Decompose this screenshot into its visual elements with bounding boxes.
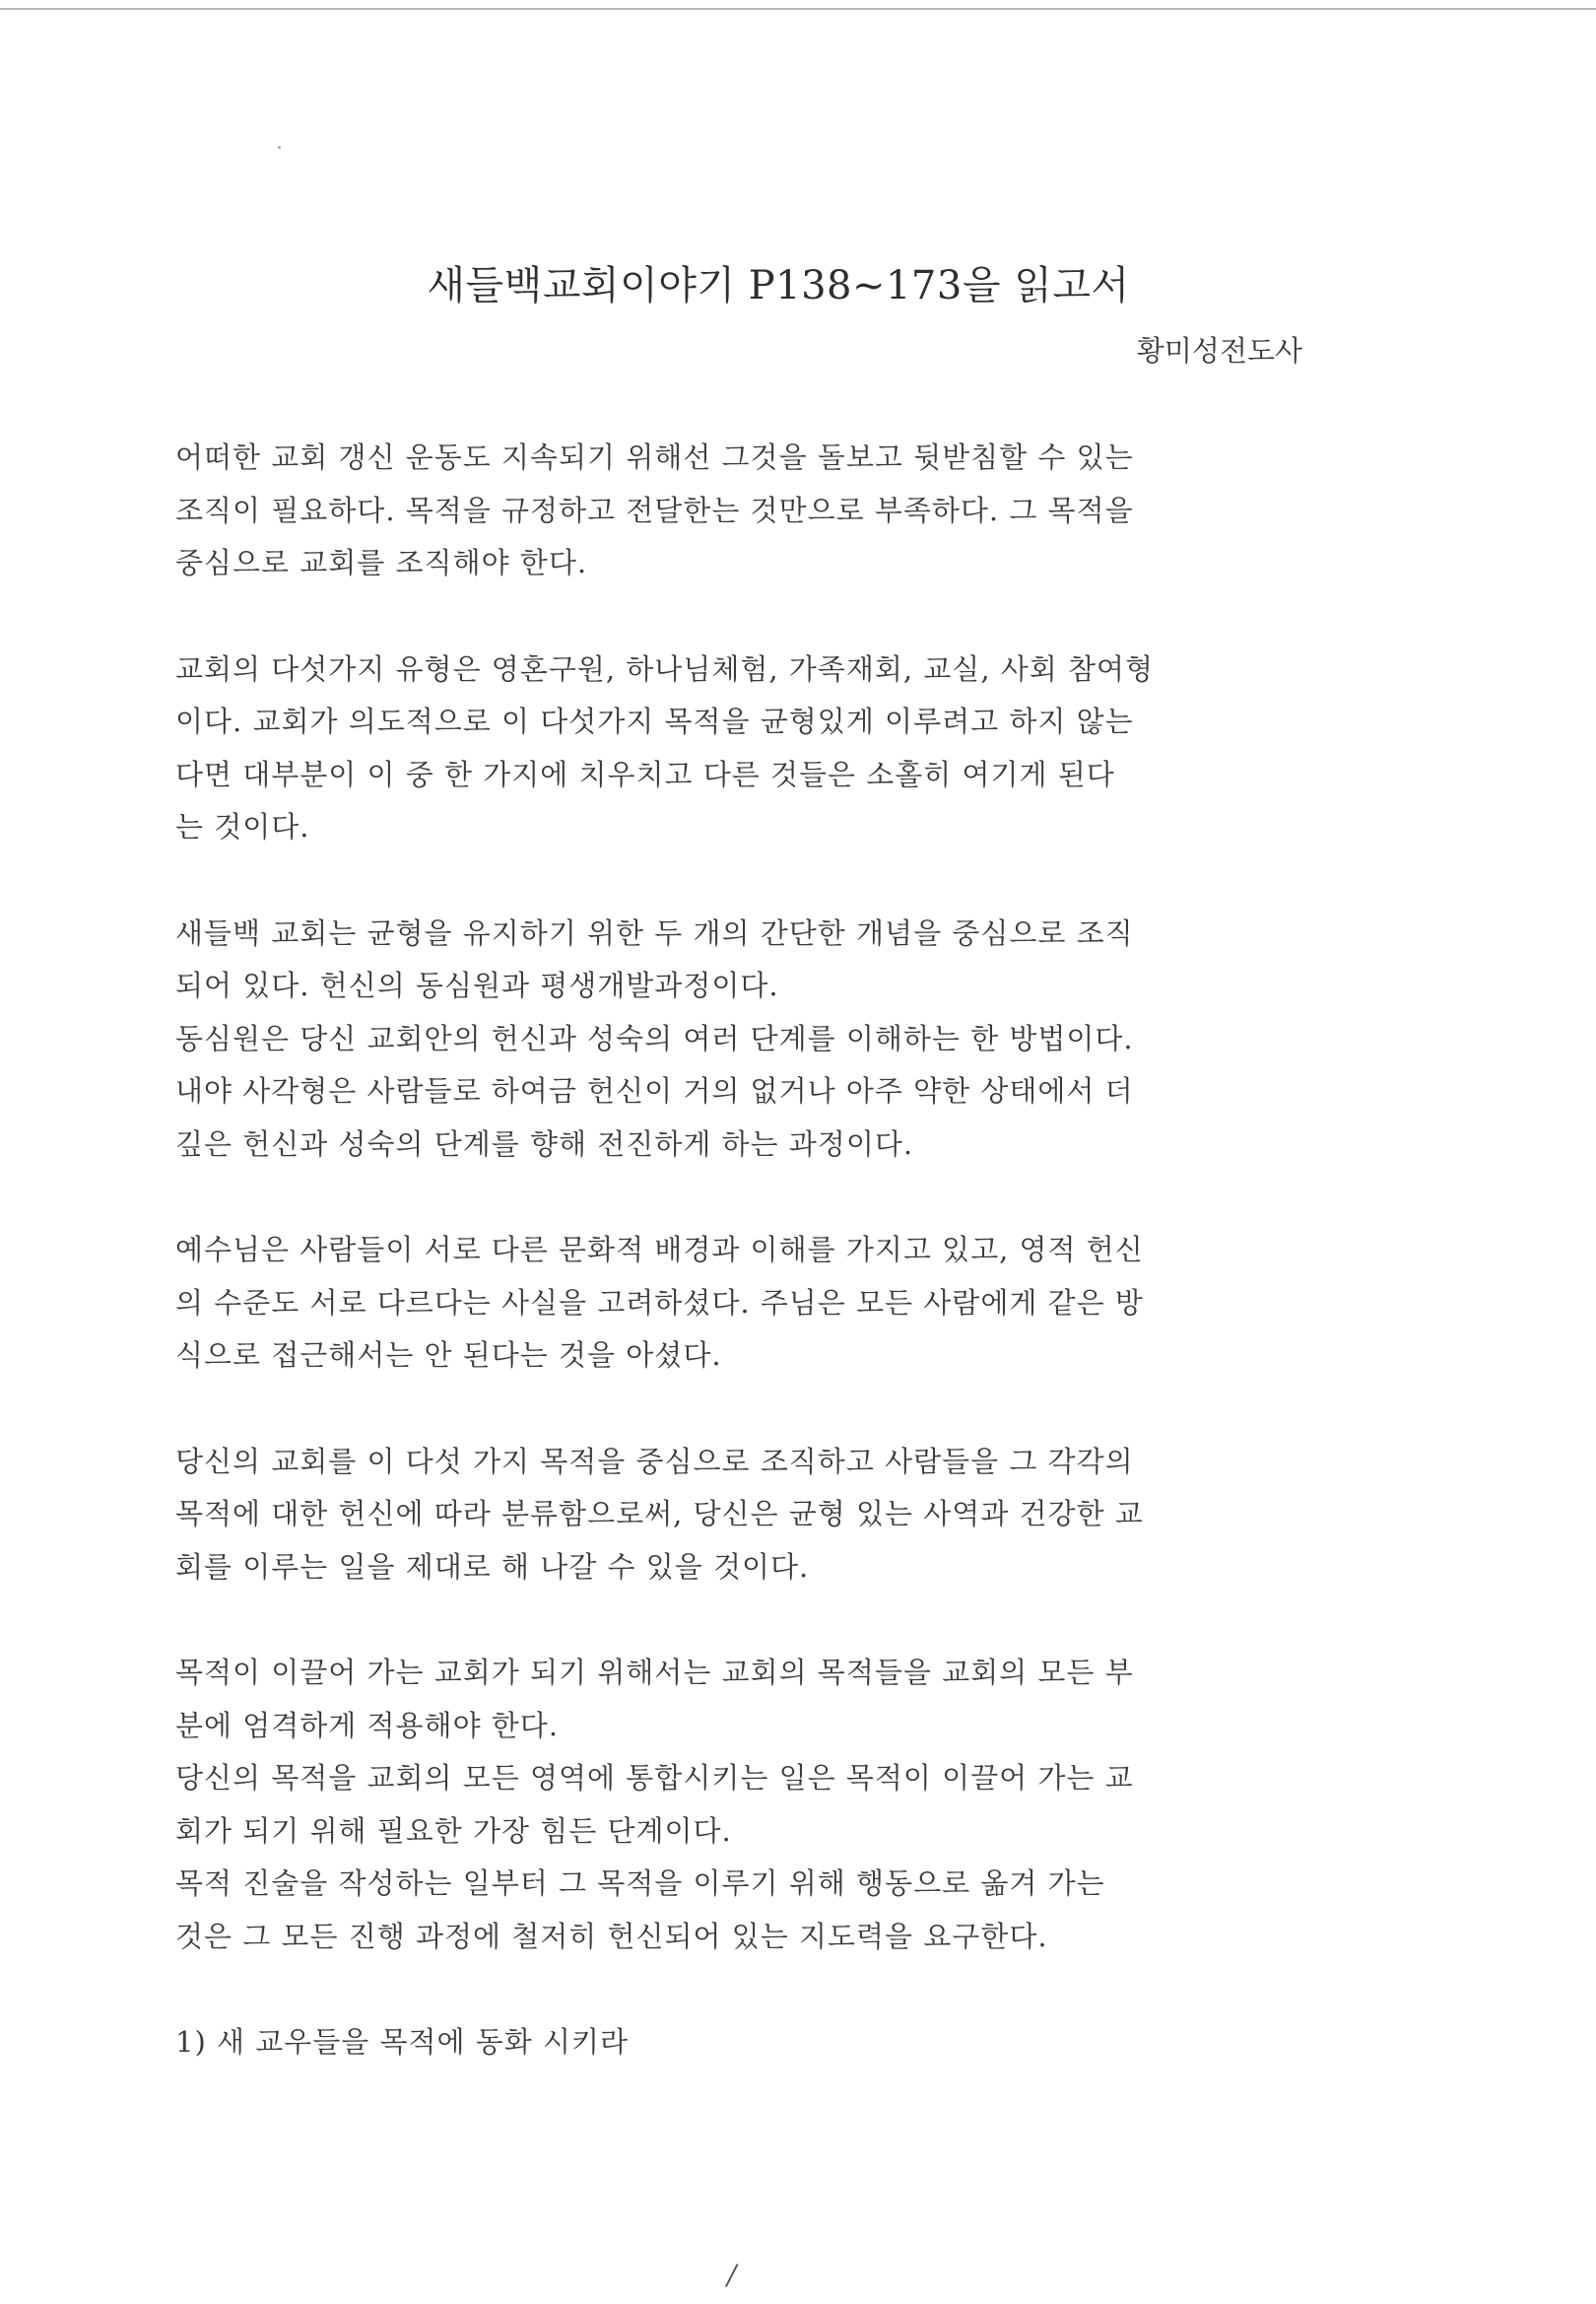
text-line: 다면 대부분이 이 중 한 가지에 치우치고 다른 것들은 소홀히 여기게 된다 [175,757,1115,791]
text-line: 동심원은 당신 교회안의 헌신과 성숙의 여러 단계를 이해하는 한 방법이다. [175,1021,1134,1055]
text-line: 목적이 이끌어 가는 교회가 되기 위해서는 교회의 목적들을 교회의 모든 부 [175,1656,1134,1689]
paragraph [175,1436,1338,1594]
text-line: 새들백 교회는 균형을 유지하기 위한 두 개의 간단한 개념을 중심으로 조직 [175,915,1134,950]
paragraph [175,1647,1338,1963]
scan-speck [278,146,281,149]
text-line: 의 수준도 서로 다르다는 사실을 고려하셨다. 주님은 모든 사람에게 같은 방 [175,1285,1144,1320]
text-line: 당신의 교회를 이 다섯 가지 목적을 중심으로 조직하고 사람들을 그 각각의 [175,1444,1134,1478]
text-line: 교회의 다섯가지 유형은 영혼구원, 하나님체험, 가족재회, 교실, 사회 참여형 [175,651,1155,686]
text-line: 깊은 헌신과 성숙의 단계를 향해 전진하게 하는 과정이다. [175,1126,914,1161]
document-author: 황미성전도사 [1136,334,1302,368]
scan-top-border [0,8,1596,10]
paragraph [175,644,1338,854]
text-line: 예수님은 사람들이 서로 다른 문화적 배경과 이해를 가지고 있고, 영적 헌신 [175,1233,1144,1266]
text-line: 것은 그 모든 진행 과정에 철저히 헌신되어 있는 지도력을 요구한다. [175,1919,1048,1953]
page-mark: / [727,2259,737,2291]
text-line: 당신의 목적을 교회의 모든 영역에 통합시키는 일은 목적이 이끌어 가는 교 [175,1761,1134,1795]
document-title: 새들백교회이야기 P138~173을 읽고서 [427,263,1130,308]
text-line: 이다. 교회가 의도적으로 이 다섯가지 목적을 균형있게 이루려고 하지 않는 [175,705,1134,738]
paragraph [175,908,1338,1172]
text-line: 목적 진술을 작성하는 일부터 그 목적을 이루기 위해 행동으로 옮겨 가는 [175,1866,1105,1900]
text-line: 내야 사각형은 사람들로 하여금 헌신이 거의 없거나 아주 약한 상태에서 더 [175,1074,1134,1108]
text-line: 분에 엄격하게 적용해야 한다. [175,1708,560,1742]
text-line: 회가 되기 위해 필요한 가장 힘든 단계이다. [175,1813,732,1848]
text-line: 되어 있다. 헌신의 동심원과 평생개발과정이다. [175,969,779,1002]
document-body [175,432,1338,2069]
text-line: 식으로 접근해서는 안 된다는 것을 아셨다. [175,1338,722,1372]
text-line: 중심으로 교회를 조직해야 한다. [175,546,588,579]
text-line: 목적에 대한 헌신에 따라 분류함으로써, 당신은 균형 있는 사역과 건강한 교 [175,1497,1144,1530]
text-line: 어떠한 교회 갱신 운동도 지속되기 위해선 그것을 돌보고 뒷받침할 수 있는 [175,440,1134,474]
paragraph [175,2016,1338,2069]
paragraph [175,1224,1338,1383]
text-line: 1) 새 교우들을 목적에 동화 시키라 [175,2025,630,2059]
paragraph [175,432,1338,590]
text-line: 는 것이다. [175,810,310,844]
text-line: 회를 이루는 일을 제대로 해 나갈 수 있을 것이다. [175,1549,810,1584]
text-line: 조직이 필요하다. 목적을 규정하고 전달한는 것만으로 부족하다. 그 목적을 [175,493,1134,527]
